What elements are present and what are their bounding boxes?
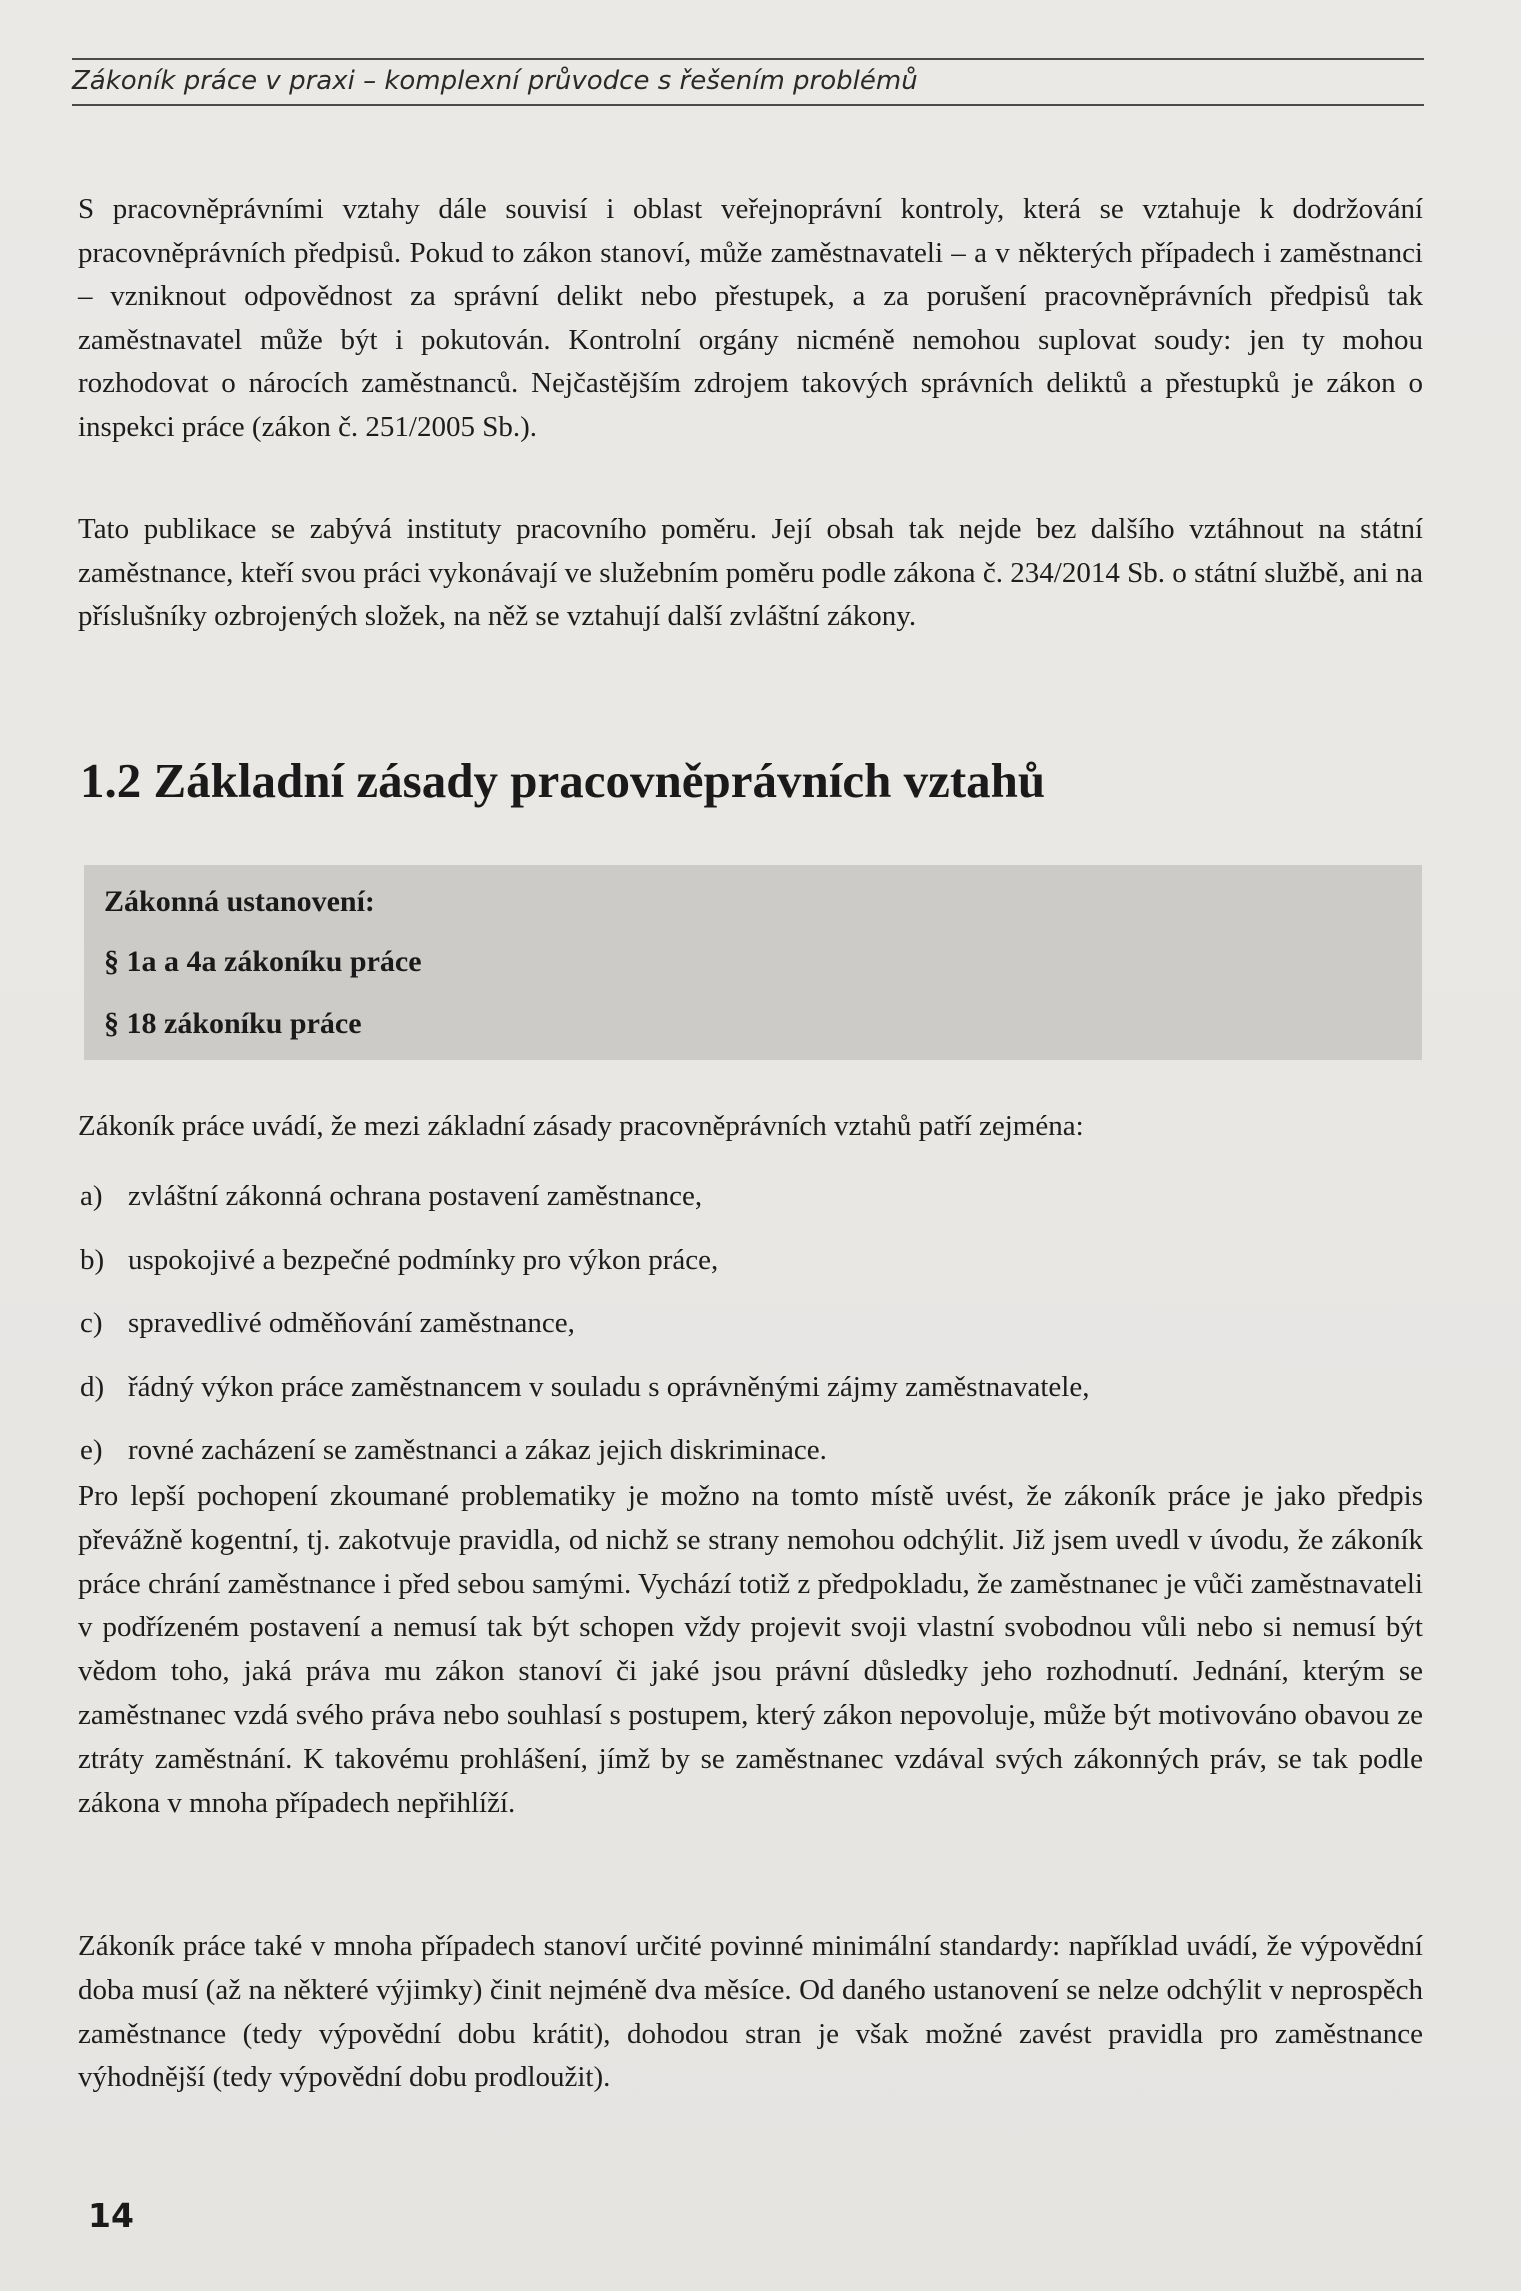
legal-provisions-title: Zákonná ustanovení: [104, 885, 375, 918]
list-item-text: řádný výkon práce zaměstnancem v souladu s oprávněnými zájmy zaměstnavatele, [128, 1370, 1090, 1403]
section-heading: 1.2 Základní zásady pracovněprávních vztahů [80, 753, 1046, 808]
list-item [80, 1292, 1420, 1356]
list-item-text: zvláštní zákonná ochrana postavení zaměstnance, [128, 1180, 703, 1212]
paragraph-principles-intro: Zákoník práce uvádí, že mezi základní zásady pracovněprávních vztahů patří zejména: [78, 1110, 1084, 1142]
list-item [80, 1229, 1420, 1293]
paragraph-public-law-control: S pracovněprávními vztahy dále souvisí i oblast veřejnoprávní kontroly, která se vztahuje k dodržování pracovněprávních předpisů. Pokud to zákon stanoví, může zaměstnavateli – a v některých případech i zaměstnanci – vzniknout odpovědnost za správní delikt nebo přestupek, a za porušení pracovněprávních předpisů tak zaměstnavatel může být i pokutován. Kontrolní orgány nicméně nemohou suplovat soudy: jen ty mohou rozhodovat o nárocích zaměstnanců. Nejčastějším zdrojem takových správních deliktů a přestupků je zákon o inspekci práce (zákon č. 251/2005 Sb.). [78, 193, 1423, 443]
list-item-mark: e) [80, 1434, 103, 1466]
legal-provisions-box [84, 865, 1422, 1060]
legal-provision-ref: § 18 zákoníku práce [104, 1007, 362, 1040]
principles-list [80, 1165, 1420, 1483]
list-item-text: spravedlivé odměňování zaměstnance, [128, 1307, 575, 1339]
paragraph-publication-scope: Tato publikace se zabývá instituty pracovního poměru. Její obsah tak nejde bez dalšího vztáhnout na státní zaměstnance, kteří svou práci vykonávají ve služebním poměru podle zákona č. 234/2014 Sb. o státní službě, ani na příslušníky ozbrojených složek, na něž se vztahují další zvláštní zákony. [78, 513, 1423, 632]
legal-provision-ref: § 1a a 4a zákoníku práce [104, 945, 422, 978]
list-item [80, 1356, 1420, 1420]
list-item [80, 1165, 1420, 1229]
running-header-title: Zákoník práce v praxi – komplexní průvodce s řešením problémů [72, 66, 918, 96]
paragraph-cogent-norms: Pro lepší pochopení zkoumané problematiky je možno na tomto místě uvést, že zákoník práce je jako předpis převážně kogentní, tj. zakotvuje pravidla, od nichž se strany nemohou odchýlit. Již jsem uvedl v úvodu, že zákoník práce chrání zaměstnance i před sebou samými. Vychází totiž z předpokladu, že zaměstnanec je vůči zaměstnavateli v podřízeném postavení a nemusí tak být schopen vždy projevit svoji vlastní svobodnou vůli nebo si nemusí být vědom toho, jaká práva mu zákon stanoví či jaké jsou právní důsledky jeho rozhodnutí. Jednání, kterým se zaměstnanec vzdá svého práva nebo souhlasí s postupem, který zákon nepovoluje, může být motivováno obavou ze ztráty zaměstnání. K takovému prohlášení, jímž by se zaměstnanec vzdával svých zákonných práv, se tak podle zákona v mnoha případech nepřihlíží. [78, 1480, 1423, 1819]
list-item-text: rovné zacházení se zaměstnanci a zákaz jejich diskriminace. [128, 1434, 827, 1466]
list-item-mark: d) [80, 1370, 105, 1403]
list-item-mark: c) [80, 1307, 103, 1339]
list-item [80, 1419, 1420, 1483]
paragraph-minimum-standards: Zákoník práce také v mnoha případech stanoví určité povinné minimální standardy: například uvádí, že výpovědní doba musí (až na některé výjimky) činit nejméně dva měsíce. Od daného ustanovení se nelze odchýlit v neprospěch zaměstnance (tedy výpovědní dobu krátit), dohodou stran je však možné zavést pravidla pro zaměstnance výhodnější (tedy výpovědní dobu prodloužit). [78, 1930, 1423, 2094]
list-item-mark: b) [80, 1243, 105, 1276]
page-number: 14 [88, 2196, 134, 2235]
running-header [72, 58, 1424, 106]
list-item-mark: a) [80, 1180, 103, 1212]
list-item-text: uspokojivé a bezpečné podmínky pro výkon práce, [128, 1243, 719, 1276]
